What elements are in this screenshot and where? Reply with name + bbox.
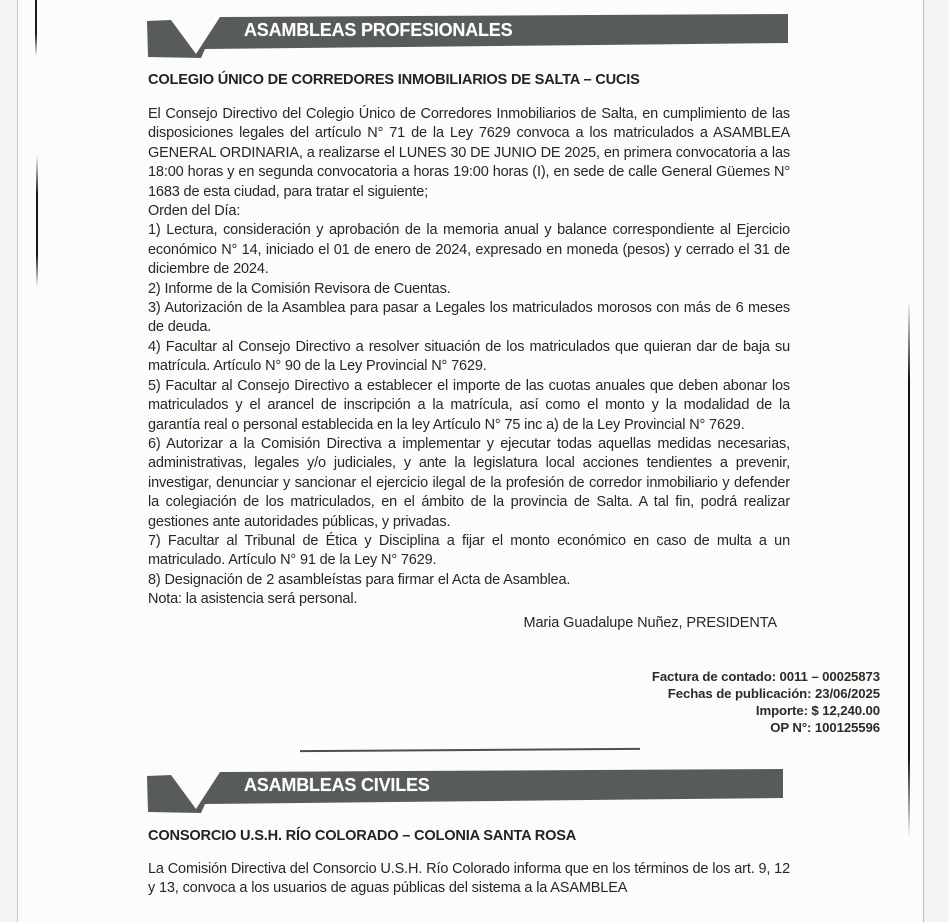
section1-heading: COLEGIO ÚNICO DE CORREDORES INMOBILIARIOS DE SALTA – CUCIS [148,72,640,88]
intro-paragraph: El Consejo Directivo del Colegio Único de Corredores Inmobiliarios de Salta, en cumplimiento de las disposiciones legales del artículo N° 71 de la Ley 7629 convoca a los matriculados a ASAMBLEA GENERAL ORDINARIA, a realizarse el LUNES 30 DE JUNIO DE 2025, en primera convocatoria a las 18:00 horas y en segunda convocatoria a horas 19:00 horas (I), en sede de calle General Güemes N° 1683 de esta ciudad, para tratar el siguiente; [148,106,790,200]
scan-fold-line [35,0,37,56]
note-line: Nota: la asistencia será personal. [148,591,358,608]
page-edge-right [923,0,949,922]
section-banner-profesionales [147,13,790,60]
banner-title: ASAMBLEAS CIVILES [244,775,430,795]
agenda-item: 4) Facultar al Consejo Directivo a resolver situación de los matriculados que quieran dar de baja su matrícula. Artículo N° 90 de la Ley Provincial N° 7629. [148,338,790,375]
invoice-block [652,668,880,736]
signature-line: Maria Guadalupe Nuñez, PRESIDENTA [523,615,777,631]
invoice-line-factura: Factura de contado: 0011 – 00025873 [651,669,880,684]
invoice-line-importe: Importe: $ 12,240.00 [755,703,880,718]
agenda-item: 2) Informe de la Comisión Revisora de Cuentas. [148,280,451,297]
agenda-item: 3) Autorización de la Asamblea para pasar a Legales los matriculados morosos con más de 6 meses de deuda. [148,300,790,336]
section-banner-civiles [147,768,790,815]
agenda-item: 6) Autorizar a la Comisión Directiva a implementar y ejecutar todas aquellas medidas necesarias, administrativas, legales y/o judiciales, y ante la legislatura local acciones tendientes a prevenir, investigar, denunciar y sancionar el ejercicio ilegal de la profesión de corredor inmobiliario y defender la colegiación de los matriculados, en el ámbito de la provincia de Salta. A tal fin, podrá realizar gestiones ante autoridades públicas, y privadas. [148,435,790,530]
section-divider-rule [300,748,640,752]
banner-title: ASAMBLEAS PROFESIONALES [244,20,513,40]
scan-fold-line [36,155,38,287]
section2-body [148,860,790,899]
scan-fold-line [908,300,910,838]
agenda-item: 7) Facultar al Tribunal de Ética y Disciplina a fijar el monto económico en caso de multa a un matriculado. Artículo N° 91 de la Ley N° 7629. [148,532,790,569]
invoice-line-op: OP N°: 100125596 [770,720,880,735]
agenda-item: 8) Designación de 2 asambleístas para firmar el Acta de Asamblea. [148,571,571,588]
page-edge-left [0,0,18,922]
agenda-item: 1) Lectura, consideración y aprobación de la memoria anual y balance correspondiente al Ejercicio económico N° 14, iniciado el 01 de enero de 2024, expresado en moneda (pesos) y cerrado el 31 de diciembre de 2024. [148,222,790,278]
section2-heading: CONSORCIO U.S.H. RÍO COLORADO – COLONIA SANTA ROSA [148,828,577,844]
agenda-item: 5) Facultar al Consejo Directivo a establecer el importe de las cuotas anuales que deben abonar los matriculados y el arancel de inscripción a la matrícula, así como el monto y la modalidad de la garantía real o personal establecida en la ley Artículo N° 75 inc a) de la Ley Provincial N° 7629. [148,377,790,433]
section2-paragraph: La Comisión Directiva del Consorcio U.S.H. Río Colorado informa que en los términos de los art. 9, 12 y 13, convoca a los usuarios de aguas públicas del sistema a la ASAMBLEA [148,861,790,897]
section1-body [148,105,790,610]
invoice-line-fecha: Fechas de publicación: 23/06/2025 [667,686,880,701]
agenda-title: Orden del Día: [148,203,241,220]
